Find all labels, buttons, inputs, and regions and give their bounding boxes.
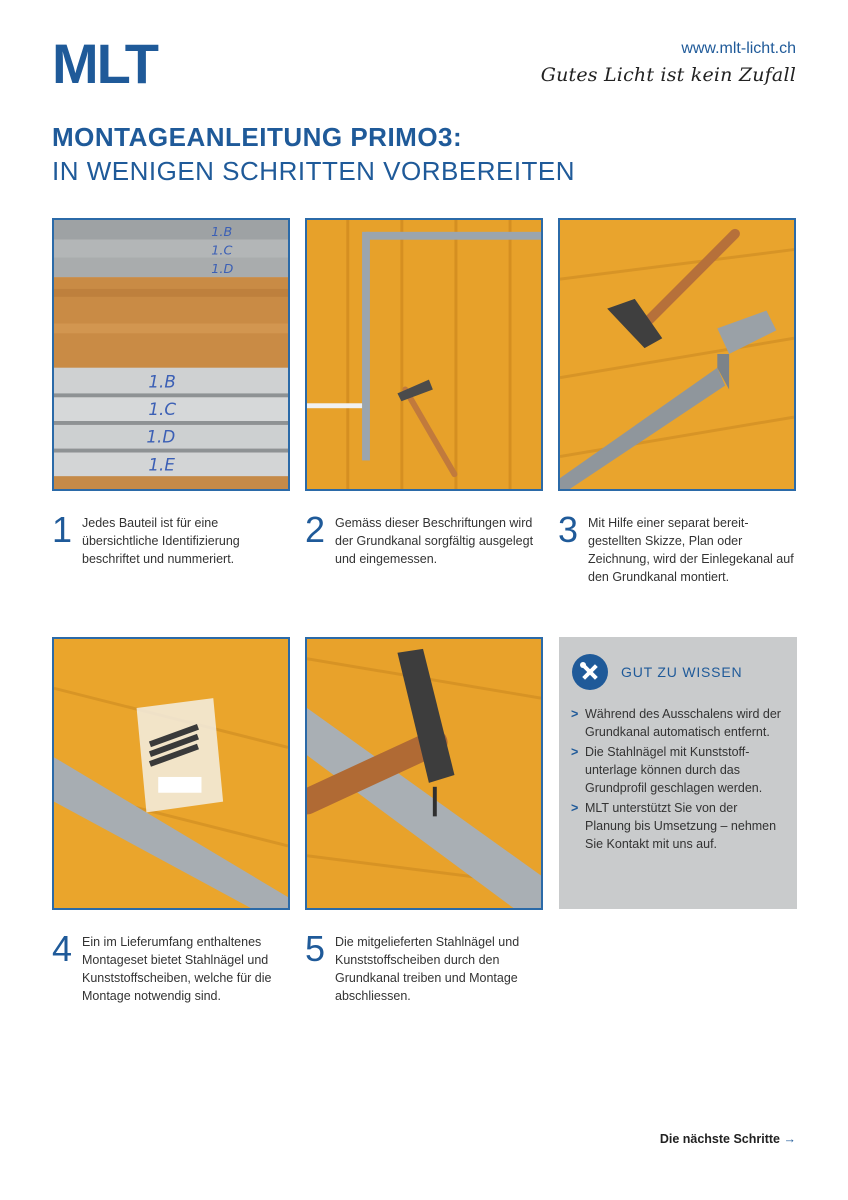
step-description: Die mitgelieferten Stahlnägel und Kunststoffscheiben durch den Grundkanal treiben und Montage abschliessen. bbox=[335, 935, 520, 1003]
step-number: 3 bbox=[558, 509, 579, 550]
page-subtitle: IN WENIGEN SCHRITTEN VORBEREITEN bbox=[52, 156, 576, 186]
page-title: MONTAGEANLEITUNG PRIMO3: bbox=[52, 122, 463, 152]
tagline: Gutes Licht ist kein Zufall bbox=[540, 64, 796, 86]
photo-einlegekanal-mount bbox=[558, 218, 796, 491]
info-title: GUT ZU WISSEN bbox=[621, 664, 743, 680]
tools-icon bbox=[571, 653, 609, 691]
bullet-chevron-icon: > bbox=[571, 801, 579, 815]
svg-text:MLT: MLT bbox=[52, 40, 157, 86]
next-steps-label: Die nächste Schritte bbox=[659, 1132, 781, 1146]
photo-montageset bbox=[52, 637, 290, 910]
photo-hammering bbox=[305, 637, 543, 910]
label-1d-top: 1.D bbox=[211, 262, 234, 278]
label-1b: 1.B bbox=[148, 371, 176, 392]
step-description: Gemäss dieser Beschriftungen wird der Grundkanal sorgfältig ausgelegt und eingemessen. bbox=[335, 516, 534, 566]
step-number: 4 bbox=[52, 928, 73, 969]
info-list bbox=[571, 705, 785, 853]
info-item: > MLT unterstützt Sie von der Planung bis Umsetzung – nehmen Sie Kontakt mit uns auf. bbox=[571, 801, 777, 851]
info-item: > Die Stahlnägel mit Kunststoff-unterlage können durch das Grundprofil geschlagen werden. bbox=[571, 745, 763, 795]
label-1c: 1.C bbox=[148, 399, 176, 420]
label-1c-top: 1.C bbox=[211, 243, 233, 259]
bullet-chevron-icon: > bbox=[571, 745, 579, 759]
photo-grundkanal-layout bbox=[305, 218, 543, 491]
photo-labeled-parts bbox=[52, 218, 290, 491]
label-1b-top: 1.B bbox=[211, 224, 233, 240]
info-box-gut-zu-wissen bbox=[559, 637, 797, 909]
step-description: Jedes Bauteil ist für eine übersichtliche Identifizierung beschriftet und nummeriert. bbox=[82, 516, 240, 566]
next-steps-link[interactable] bbox=[660, 1132, 796, 1146]
label-1d: 1.D bbox=[146, 426, 176, 447]
info-item: > Während des Ausschalens wird der Grundkanal automatisch entfernt. bbox=[571, 707, 781, 739]
website-url[interactable]: www.mlt-licht.ch bbox=[681, 40, 796, 57]
step-description: Mit Hilfe einer separat bereit-gestellten Skizze, Plan oder Zeichnung, wird der Einlegekanal auf den Grundkanal montiert. bbox=[588, 516, 794, 584]
arrow-right-icon: → bbox=[783, 1132, 796, 1146]
step-number: 2 bbox=[305, 509, 326, 550]
step-description: Ein im Lieferumfang enthaltenes Montageset bietet Stahlnägel und Kunststoffscheiben, welche für die Montage notwendig sind. bbox=[82, 935, 272, 1003]
step-number: 5 bbox=[305, 928, 326, 969]
bullet-chevron-icon: > bbox=[571, 707, 579, 721]
step-number: 1 bbox=[52, 509, 73, 550]
label-1e: 1.E bbox=[148, 454, 175, 475]
mlt-logo bbox=[52, 40, 182, 86]
